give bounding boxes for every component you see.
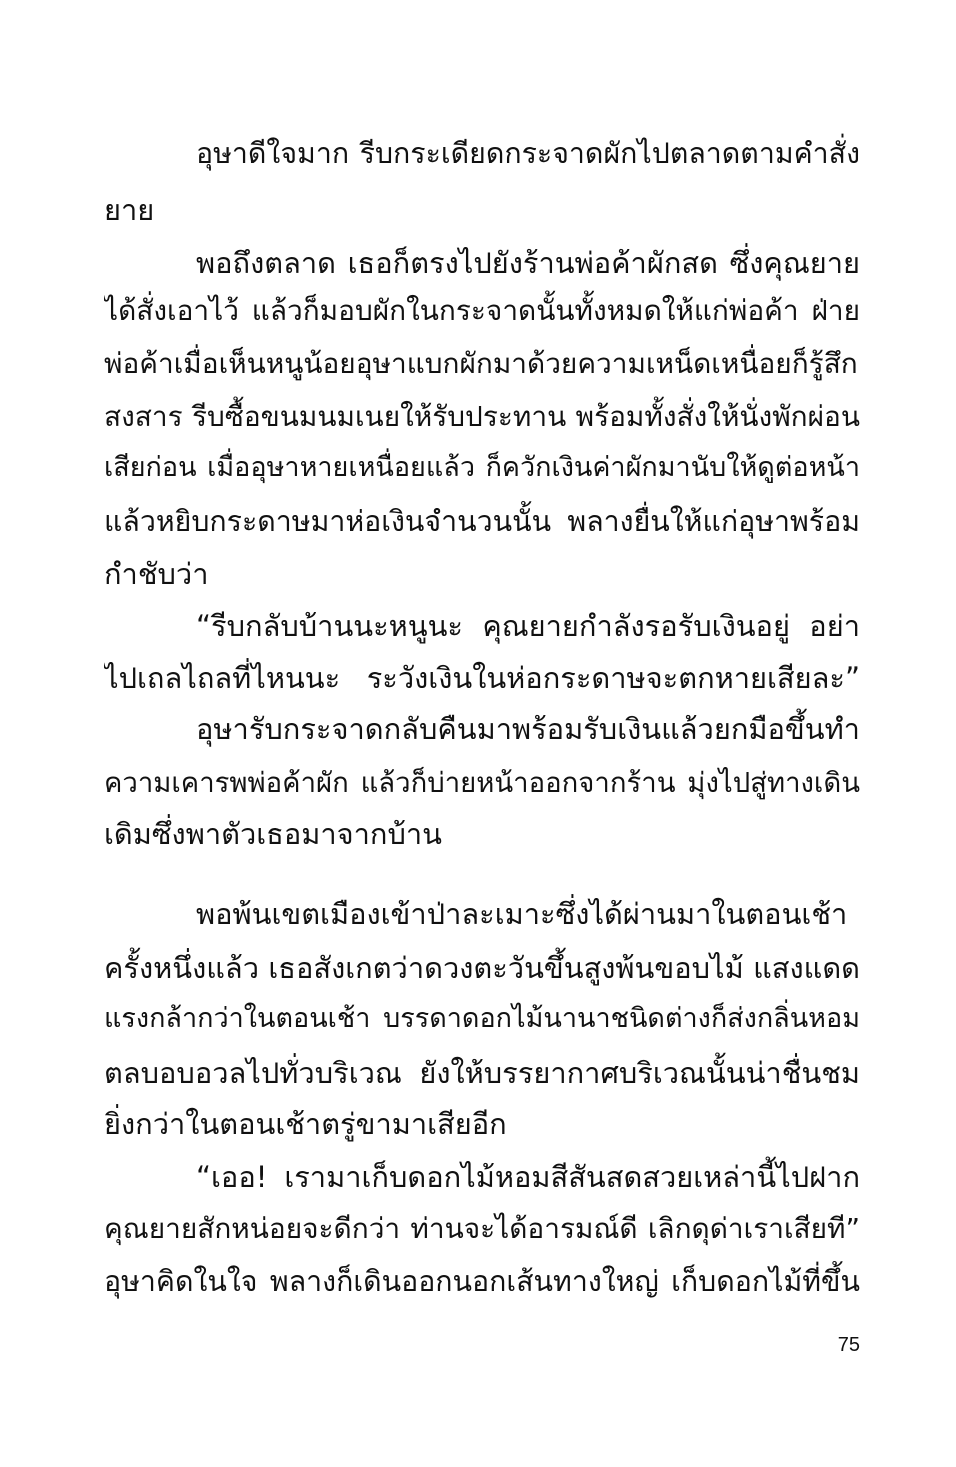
text-line: “รีบกลับบ้านนะหนูนะ คุณยายกำลังรอรับเงินอยู่ อย่า bbox=[196, 609, 860, 643]
text-line: พอถึงตลาด เธอก็ตรงไปยังร้านพ่อค้าผักสด ซึ่งคุณยาย bbox=[196, 246, 860, 280]
text-line: กำชับว่า bbox=[104, 557, 209, 591]
text-line: ยิ่งกว่าในตอนเช้าตรู่ขามาเสียอีก bbox=[104, 1107, 507, 1141]
text-line: แรงกล้ากว่าในตอนเช้า บรรดาดอกไม้นานาชนิดต่างก็ส่งกลิ่นหอม bbox=[104, 1003, 860, 1034]
text-line: คุณยายสักหน่อยจะดีกว่า ท่านจะได้อารมณ์ดี เลิกดุด่าเราเสียที” bbox=[104, 1212, 860, 1245]
text-line: ตลบอบอวลไปทั่วบริเวณ ยังให้บรรยากาศบริเวณนั้นน่าชื่นชม bbox=[104, 1056, 860, 1090]
text-line: ได้สั่งเอาไว้ แล้วก็มอบผักในกระจาดนั้นทั้งหมดให้แก่พ่อค้า ฝ่าย bbox=[104, 294, 860, 327]
text-line: พ่อค้าเมื่อเห็นหนูน้อยอุษาแบกผักมาด้วยความเหน็ดเหนื่อยก็รู้สึก bbox=[104, 347, 858, 380]
page-number: 75 bbox=[837, 1334, 860, 1356]
text-line: ความเคารพพ่อค้าผัก แล้วก็บ่ายหน้าออกจากร้าน มุ่งไปสู่ทางเดิน bbox=[104, 767, 860, 799]
text-line: ยาย bbox=[104, 193, 155, 227]
text-line: สงสาร รีบซื้อขนมนมเนยให้รับประทาน พร้อมทั้งสั่งให้นั่งพักผ่อน bbox=[104, 400, 860, 433]
text-line: อุษาคิดในใจ พลางก็เดินออกนอกเส้นทางใหญ่ เก็บดอกไม้ที่ขึ้น bbox=[104, 1265, 860, 1298]
text-line: อุษารับกระจาดกลับคืนมาพร้อมรับเงินแล้วยกมือขึ้นทำ bbox=[196, 712, 860, 746]
text-line: อุษาดีใจมาก รีบกระเดียดกระจาดผักไปตลาดตามคำสั่ง bbox=[196, 137, 860, 170]
text-line: พอพ้นเขตเมืองเข้าป่าละเมาะซึ่งได้ผ่านมาในตอนเช้า bbox=[196, 897, 848, 931]
text-line: เสียก่อน เมื่ออุษาหายเหนื่อยแล้ว ก็ควักเงินค่าผักมานับให้ดูต่อหน้า bbox=[104, 452, 860, 483]
text-line: เดิมซึ่งพาตัวเธอมาจากบ้าน bbox=[104, 817, 443, 851]
text-line: “เออ! เรามาเก็บดอกไม้หอมสีสันสดสวยเหล่านี้ไปฝาก bbox=[196, 1160, 860, 1194]
text-line: ไปเถลไถลที่ไหนนะ ระวังเงินในห่อกระดาษจะตกหายเสียละ” bbox=[104, 661, 860, 695]
text-line: แล้วหยิบกระดาษมาห่อเงินจำนวนนั้น พลางยื่นให้แก่อุษาพร้อม bbox=[104, 505, 860, 538]
text-line: ครั้งหนึ่งแล้ว เธอสังเกตว่าดวงตะวันขึ้นสูงพ้นขอบไม้ แสงแดด bbox=[104, 951, 860, 985]
